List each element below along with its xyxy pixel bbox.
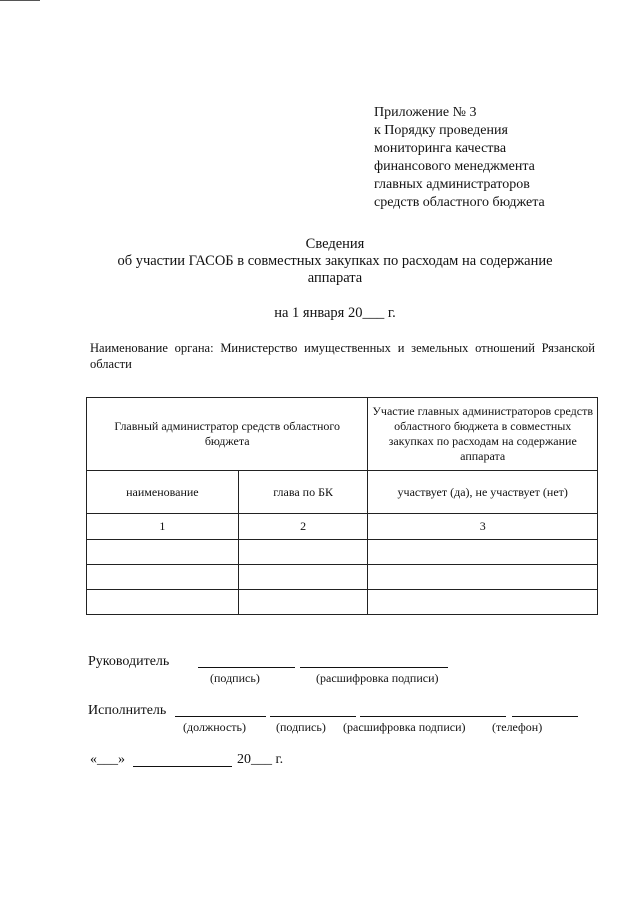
corner-mark <box>0 0 40 2</box>
table-cell <box>87 565 239 590</box>
table-number-row <box>87 514 598 540</box>
executor-signature-line <box>270 716 356 717</box>
appendix-line: к Порядку проведения <box>374 123 508 138</box>
table-row <box>87 590 598 615</box>
date-year: 20___ г. <box>237 752 284 767</box>
executor-position-caption: (должность) <box>183 720 246 734</box>
executor-sign-caption: (подпись) <box>276 720 326 734</box>
report-date: на 1 января 20___ г. <box>274 305 396 321</box>
table-row <box>87 565 598 590</box>
table-cell <box>87 540 239 565</box>
table-cell <box>238 565 368 590</box>
column-number: 3 <box>368 514 598 540</box>
date-day: «___» <box>90 752 125 767</box>
header-participation-status: участвует (да), не участвует (нет) <box>368 471 598 514</box>
date-month-line <box>133 766 232 767</box>
table-subheader-row <box>87 471 598 514</box>
appendix-line: главных администраторов <box>374 177 530 192</box>
appendix-block <box>374 104 545 212</box>
head-signature-line <box>198 667 295 668</box>
document-title <box>80 236 590 322</box>
title-heading: Сведения <box>305 236 365 252</box>
executor-phone-caption: (телефон) <box>492 720 543 734</box>
appendix-line: мониторинга качества <box>374 141 507 156</box>
header-participation: Участие главных администраторов средств областного бюджета в совместных закупках по расходам на содержание аппарата <box>368 398 598 471</box>
head-label: Руководитель <box>88 654 170 669</box>
table-cell <box>238 540 368 565</box>
appendix-line: средств областного бюджета <box>374 195 545 210</box>
head-sign-caption: (подпись) <box>210 671 260 685</box>
header-chapter: глава по БК <box>238 471 368 514</box>
executor-decode-line <box>360 716 506 717</box>
executor-label: Исполнитель <box>88 703 167 718</box>
table-cell <box>368 540 598 565</box>
title-subtitle-line1: об участии ГАСОБ в совместных закупках по расходам на содержание <box>117 253 553 269</box>
executor-position-line <box>175 716 266 717</box>
head-decode-line <box>300 667 448 668</box>
executor-phone-line <box>512 716 578 717</box>
column-number: 1 <box>87 514 239 540</box>
column-number: 2 <box>238 514 368 540</box>
organization-name: Наименование органа: Министерство имущественных и земельных отношений Рязанской области <box>90 341 595 371</box>
title-subtitle-line2: аппарата <box>307 270 363 286</box>
table-cell <box>87 590 239 615</box>
executor-decode-caption: (расшифровка подписи) <box>343 720 466 734</box>
table-cell <box>238 590 368 615</box>
table-cell <box>368 565 598 590</box>
appendix-line: финансового менеджмента <box>374 159 535 174</box>
participation-table <box>86 397 598 615</box>
header-name: наименование <box>87 471 239 514</box>
table-cell <box>368 590 598 615</box>
head-decode-caption: (расшифровка подписи) <box>316 671 439 685</box>
table-header-row <box>87 398 598 471</box>
header-administrator: Главный администратор средств областного бюджета <box>87 398 368 471</box>
table-row <box>87 540 598 565</box>
appendix-line: Приложение № 3 <box>374 105 477 120</box>
